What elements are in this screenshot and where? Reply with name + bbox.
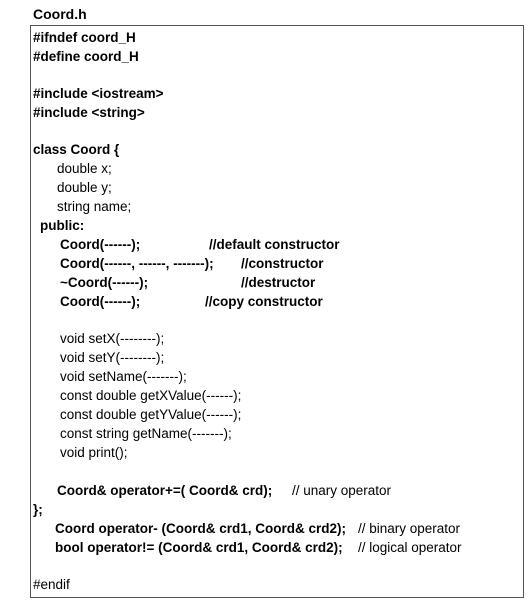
- code-line: #endif: [33, 577, 70, 592]
- code-line: double y;: [57, 180, 112, 195]
- code-line: public:: [40, 218, 85, 233]
- code-line: Coord(------);: [60, 237, 141, 252]
- code-line: Coord(------);: [60, 294, 141, 309]
- code-line: };: [33, 502, 43, 517]
- code-line: double x;: [57, 161, 112, 176]
- code-line: string name;: [57, 199, 132, 214]
- file-title: Coord.h: [33, 6, 87, 22]
- code-line: #include <iostream>: [33, 86, 164, 101]
- code-line: #ifndef coord_H: [33, 30, 136, 45]
- code-comment: //constructor: [241, 256, 324, 271]
- code-line: const string getName(-------);: [60, 426, 232, 441]
- code-comment: //destructor: [241, 275, 316, 290]
- code-line: ~Coord(------);: [60, 275, 149, 290]
- code-line: Coord operator- (Coord& crd1, Coord& crd2);: [55, 521, 347, 536]
- code-line: #include <string>: [33, 105, 145, 120]
- code-comment: // unary operator: [292, 483, 392, 498]
- code-line: void print();: [60, 445, 128, 460]
- code-line: const double getYValue(------);: [60, 407, 242, 422]
- code-comment: // logical operator: [358, 540, 462, 555]
- code-line: void setX(--------);: [60, 331, 165, 346]
- code-line: Coord& operator+=( Coord& crd);: [57, 483, 273, 498]
- code-comment: //copy constructor: [205, 294, 323, 309]
- code-line: void setName(-------);: [60, 369, 187, 384]
- code-comment: //default constructor: [209, 237, 340, 252]
- code-line: const double getXValue(------);: [60, 388, 242, 403]
- code-line: #define coord_H: [33, 49, 139, 64]
- code-line: void setY(--------);: [60, 350, 165, 365]
- code-line: bool operator!= (Coord& crd1, Coord& crd2);: [55, 540, 343, 555]
- code-comment: // binary operator: [358, 521, 461, 536]
- code-line: class Coord {: [33, 142, 120, 157]
- code-line: Coord(------, ------, -------);: [60, 256, 214, 271]
